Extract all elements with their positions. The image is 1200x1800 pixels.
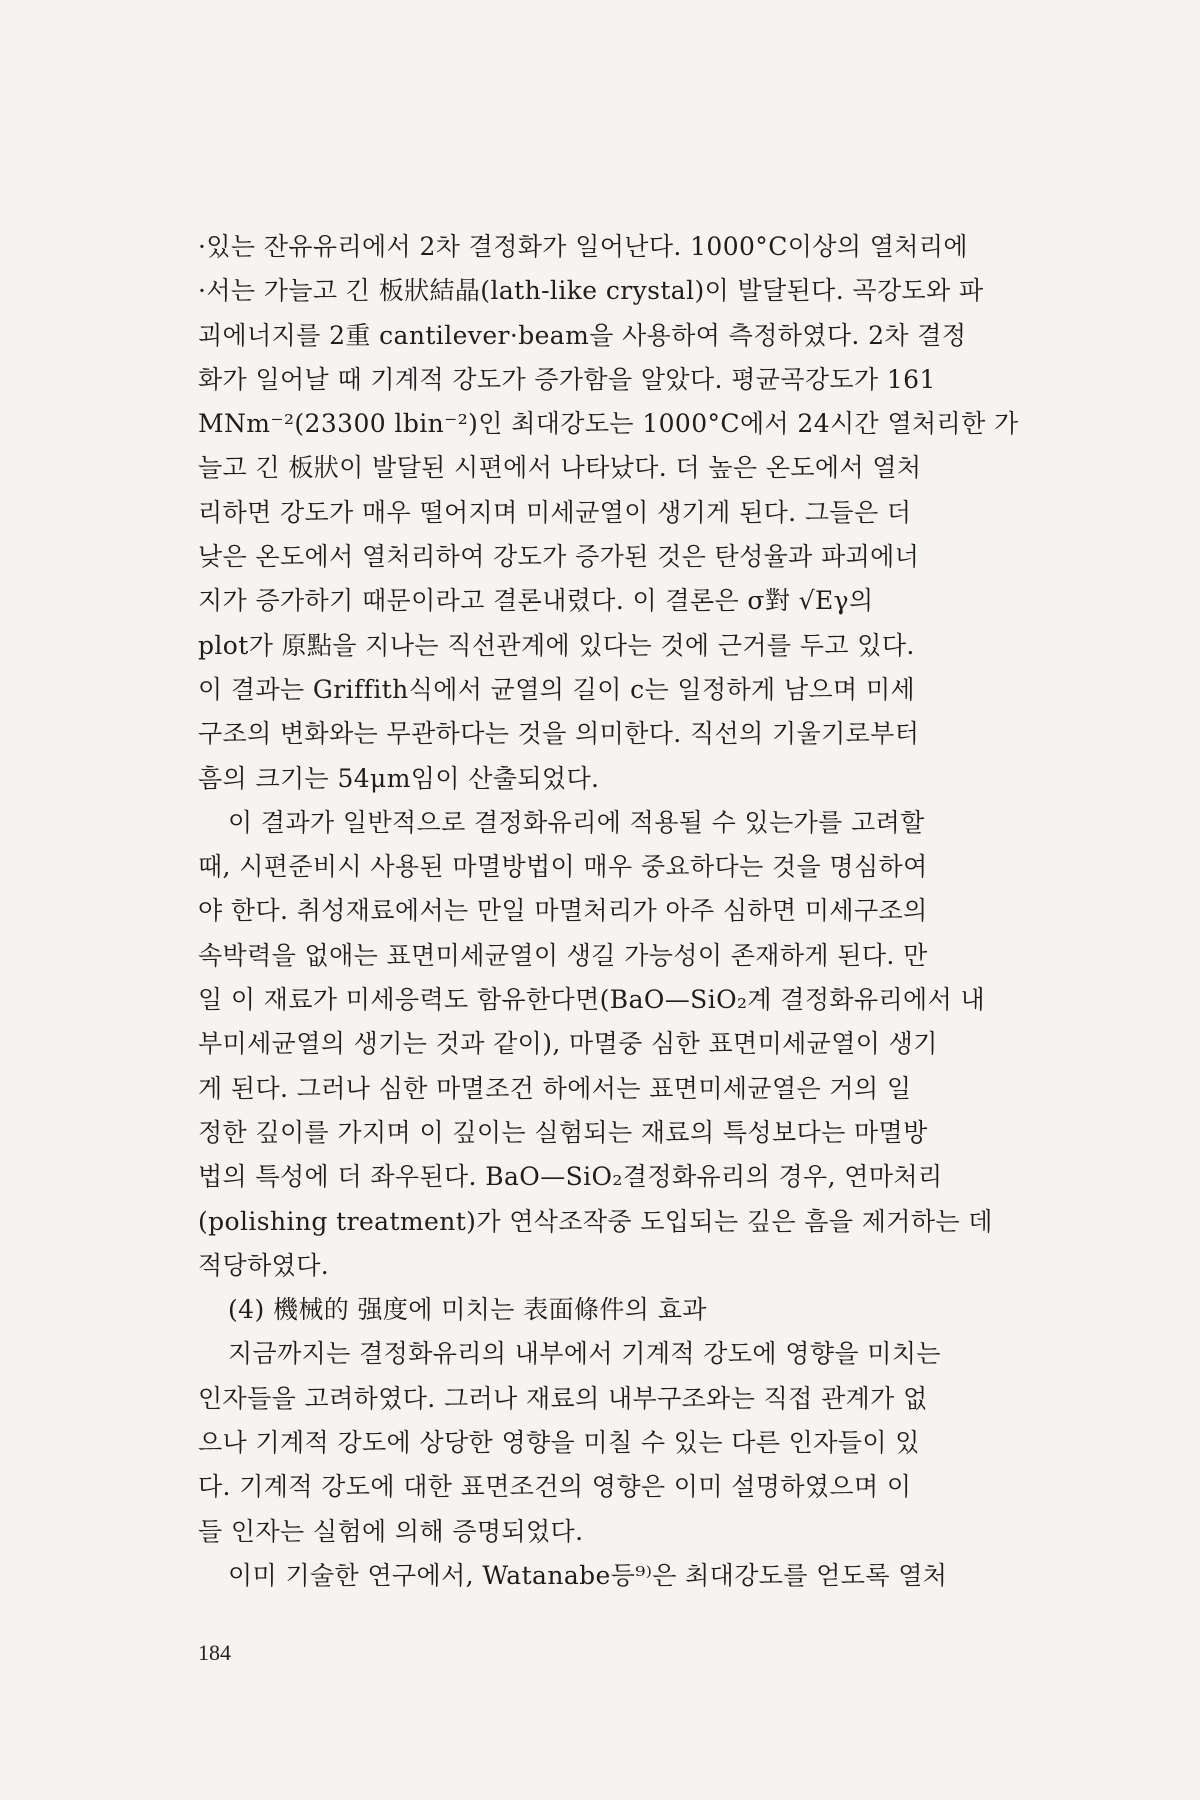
text-line: 늘고 긴 板狀이 발달된 시편에서 나타났다. 더 높은 온도에서 열처 xyxy=(198,453,922,483)
text-line: MNm⁻²(23300 lbin⁻²)인 최대강도는 1000°C에서 24시간 열처리한 가 xyxy=(198,409,1019,439)
text-line: 리하면 강도가 매우 떨어지며 미세균열이 생기게 된다. 그들은 더 xyxy=(198,497,912,527)
text-line: 게 된다. 그러나 심한 마멸조건 하에서는 표면미세균열은 거의 일 xyxy=(198,1073,912,1103)
text-line: plot가 原點을 지나는 직선관계에 있다는 것에 근거를 두고 있다. xyxy=(198,630,915,660)
text-line: 지가 증가하기 때문이라고 결론내렸다. 이 결론은 σ對 √Eγ의 xyxy=(198,586,874,616)
text-line: 일 이 재료가 미세응력도 함유한다면(BaO—SiO₂계 결정화유리에서 내 xyxy=(198,985,986,1015)
text-line: (polishing treatment)가 연삭조작중 도입되는 깊은 흠을 제거하는 데 xyxy=(198,1206,993,1236)
text-line: 때, 시편준비시 사용된 마멸방법이 매우 중요하다는 것을 명심하여 xyxy=(198,852,928,882)
text-line: 흠의 크기는 54μm임이 산출되었다. xyxy=(198,763,600,793)
text-line: 야 한다. 취성재료에서는 만일 마멸처리가 아주 심하면 미세구조의 xyxy=(198,896,928,926)
paragraph-start-line: 이 결과가 일반적으로 결정화유리에 적용될 수 있는가를 고려할 xyxy=(228,807,925,837)
text-line: ·있는 잔유유리에서 2차 결정화가 일어난다. 1000°C이상의 열처리에 xyxy=(198,232,968,261)
text-line: 낮은 온도에서 열처리하여 강도가 증가된 것은 탄성율과 파괴에너 xyxy=(198,542,920,572)
text-line: 괴에너지를 2重 cantilever·beam을 사용하여 측정하였다. 2차 결정 xyxy=(198,320,967,350)
text-line: 구조의 변화와는 무관하다는 것을 의미한다. 직선의 기울기로부터 xyxy=(198,719,920,749)
text-line: 정한 깊이를 가지며 이 깊이는 실험되는 재료의 특성보다는 마멸방 xyxy=(198,1117,928,1147)
text-line: 이 결과는 Griffith식에서 균열의 길이 c는 일정하게 남으며 미세 xyxy=(198,674,916,704)
text-line: 들 인자는 실험에 의해 증명되었다. xyxy=(198,1516,584,1546)
text-line: 적당하였다. xyxy=(198,1250,330,1280)
section-heading: (4) 機械的 强度에 미치는 表面條件의 효과 xyxy=(228,1295,707,1325)
text-line: 속박력을 없애는 표면미세균열이 생길 가능성이 존재하게 된다. 만 xyxy=(198,940,928,970)
paragraph-start-line: 지금까지는 결정화유리의 내부에서 기계적 강도에 영향을 미치는 xyxy=(228,1339,941,1369)
paragraph-start-line: 이미 기술한 연구에서, Watanabe등⁹⁾은 최대강도를 얻도록 열처 xyxy=(228,1560,948,1590)
text-line: 다. 기계적 강도에 대한 표면조건의 영향은 이미 설명하였으며 이 xyxy=(198,1472,912,1502)
text-line: 인자들을 고려하였다. 그러나 재료의 내부구조와는 직접 관계가 없 xyxy=(198,1383,928,1413)
text-line: 화가 일어날 때 기계적 강도가 증가함을 알았다. 평균곡강도가 161 xyxy=(198,364,936,394)
text-line: 법의 특성에 더 좌우된다. BaO—SiO₂결정화유리의 경우, 연마처리 xyxy=(198,1162,943,1192)
page-number: 184 xyxy=(198,1640,231,1665)
body-text xyxy=(198,225,1020,1598)
text-line: 부미세균열의 생기는 것과 같이), 마멸중 심한 표면미세균열이 생기 xyxy=(198,1029,938,1059)
text-line: 으나 기계적 강도에 상당한 영향을 미칠 수 있는 다른 인자들이 있 xyxy=(198,1428,920,1458)
text-line: ·서는 가늘고 긴 板狀結晶(lath-like crystal)이 발달된다. 곡강도와 파 xyxy=(198,276,984,306)
